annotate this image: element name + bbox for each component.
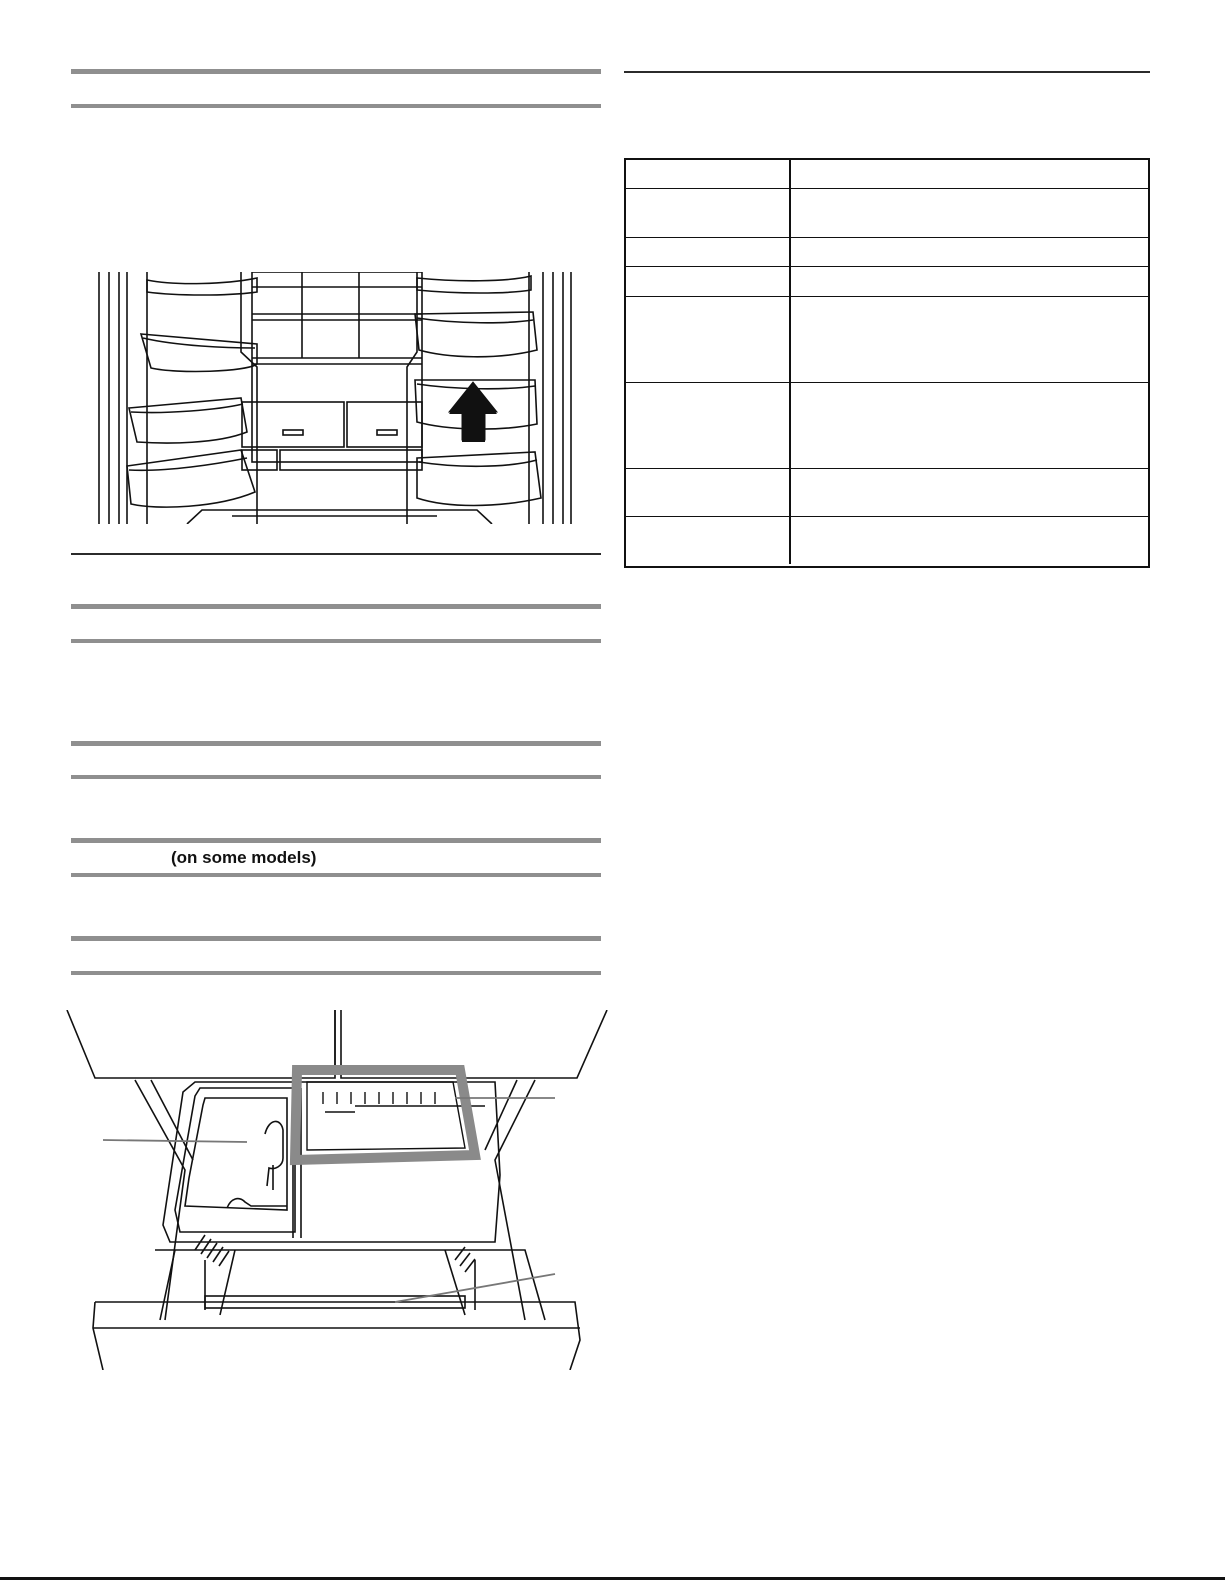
section-rule-2-top — [71, 604, 601, 609]
table-row-8-col-1 — [626, 517, 791, 564]
table-row-8-col-2 — [791, 517, 1148, 564]
section-rule-5-top — [71, 936, 601, 941]
right-column-rule — [624, 71, 1150, 73]
table-row-3-col-1 — [626, 238, 791, 267]
table-row-4-col-1 — [626, 267, 791, 297]
table-row-3-col-2 — [791, 238, 1148, 267]
table-row-2-col-1 — [626, 189, 791, 238]
table-row-4-col-2 — [791, 267, 1148, 297]
table-row-6-col-2 — [791, 383, 1148, 469]
refrigerator-illustration — [97, 272, 577, 524]
table-row-6-col-1 — [626, 383, 791, 469]
on-some-models-caption: (on some models) — [171, 848, 317, 867]
section-rule-2-bottom — [71, 639, 601, 643]
section-rule-1-top — [71, 69, 601, 74]
section-rule-3-top — [71, 741, 601, 746]
section-rule-4-top — [71, 838, 601, 843]
table-row-5-col-2 — [791, 297, 1148, 383]
table-row-1-col-1 — [626, 160, 791, 189]
table-row-7-col-1 — [626, 469, 791, 517]
page-footer-rule — [0, 1577, 1225, 1580]
freezer-drawer-illustration — [55, 1010, 615, 1370]
section-rule-4-bottom — [71, 873, 601, 877]
information-table — [624, 158, 1150, 568]
table-row-1-col-2 — [791, 160, 1148, 189]
table-row-5-col-1 — [626, 297, 791, 383]
figure-rule — [71, 553, 601, 555]
section-rule-3-bottom — [71, 775, 601, 779]
section-rule-1-bottom — [71, 104, 601, 108]
table-row-7-col-2 — [791, 469, 1148, 517]
table-row-2-col-2 — [791, 189, 1148, 238]
section-rule-5-bottom — [71, 971, 601, 975]
